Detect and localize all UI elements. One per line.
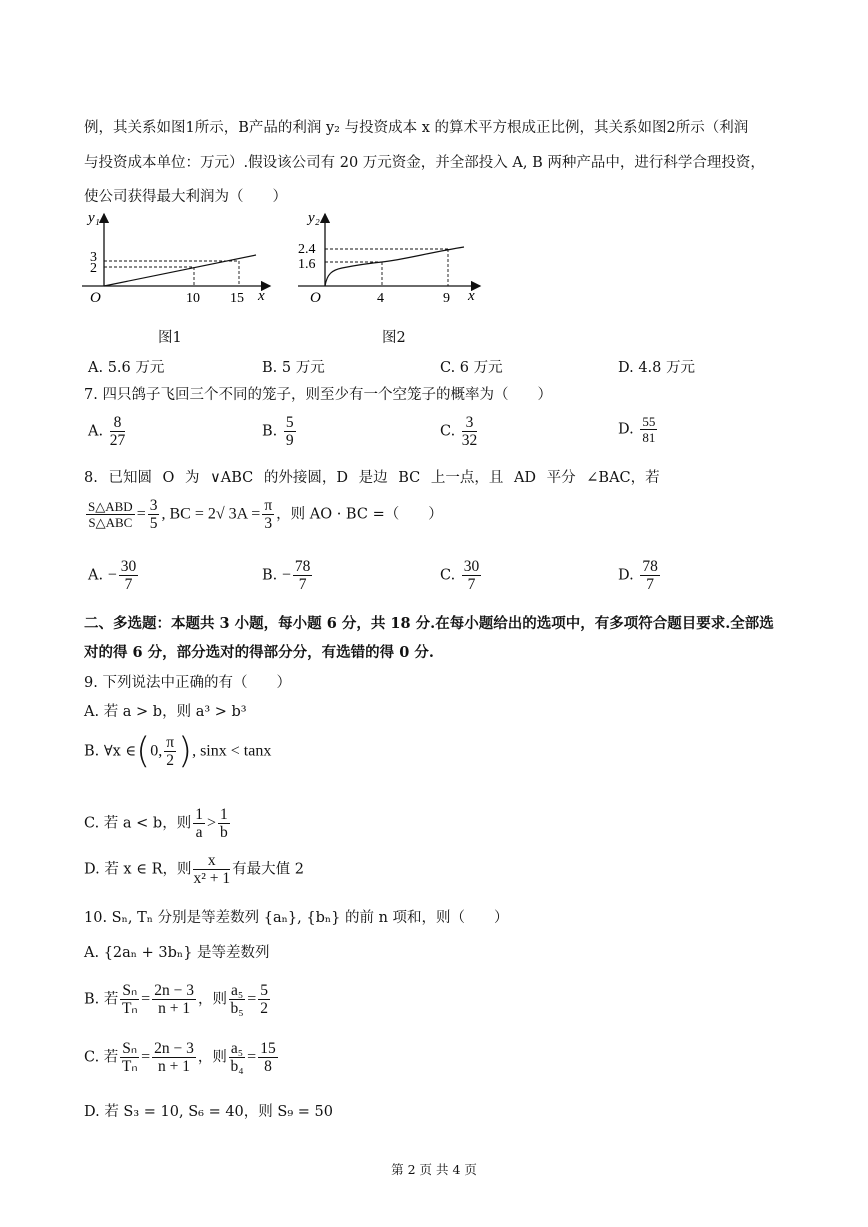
q8-option-d[interactable]: D. $\frac{78}{7}$ bbox=[618, 558, 658, 593]
q9-option-c[interactable]: C. 若 a < b，则 $\frac{1}{a}$ > $\frac{1}{b}$ bbox=[84, 806, 228, 841]
q8-option-a[interactable]: A. − $\frac{30}{7}$ bbox=[88, 558, 137, 593]
fig2-y-label: y₂ bbox=[308, 210, 320, 226]
fig2-x-tick-4: 4 bbox=[377, 291, 384, 306]
q8-condition: $\frac{\text{S△ABD}}{\text{S△ABC}}$ = $\frac{3}{5}$ , BC = 2√ 3A = $\frac{\pi}{3}$ ，则 AO · BC =（ ） bbox=[88, 497, 443, 532]
q6-option-b[interactable]: B. 5 万元 bbox=[262, 360, 325, 376]
q9-stem: 9. 下列说法中正确的有（ ） bbox=[84, 675, 291, 691]
q6-option-a[interactable]: A. 5.6 万元 bbox=[88, 360, 165, 376]
section2-heading-line1: 二、多选题：本题共 3 小题，每小题 6 分，共 18 分.在每小题给出的选项中，有多项符合题目要求.全部选 bbox=[84, 615, 774, 632]
q8-option-c[interactable]: C. $\frac{30}{7}$ bbox=[440, 558, 480, 593]
q9-option-d[interactable]: D. 若 x ∈ R，则 $\frac{x}{\text{x² + 1}}$ 有最大值 2 bbox=[84, 852, 304, 887]
q6-line3: 使公司获得最大利润为（ ） bbox=[84, 189, 287, 205]
section2-heading-line2: 对的得 6 分，部分选对的得部分分，有选错的得 0 分. bbox=[84, 644, 434, 661]
q10-option-b[interactable]: B. 若 $\frac{\text{Sₙ}}{\text{Tₙ}}$ = $\frac{2n - 3}{n + 1}$ ，则 $\frac{\text{a₅}}{\text{b₅}}$ = $\frac{5}{2}$ bbox=[84, 982, 269, 1017]
q7-option-a[interactable]: A. $\frac{8}{27}$ bbox=[88, 414, 126, 449]
q10-stem: 10. Sₙ, Tₙ 分别是等差数列 {aₙ}, {bₙ} 的前 n 项和，则（ ） bbox=[84, 910, 509, 926]
q6-line2: 与投资成本单位：万元）.假设该公司有 20 万元资金，并全部投入 A, B 两种产品中，进行科学合理投资， bbox=[84, 155, 765, 171]
q10-option-a[interactable]: A. {2aₙ + 3bₙ} 是等差数列 bbox=[84, 945, 270, 961]
figure-2-graph bbox=[292, 208, 492, 308]
figure-1-graph bbox=[78, 208, 278, 308]
fig1-y-tick-2: 2 bbox=[90, 261, 97, 276]
q10-option-c[interactable]: C. 若 $\frac{\text{Sₙ}}{\text{Tₙ}}$ = $\frac{2n - 3}{n + 1}$ ，则 $\frac{\text{a₅}}{\text{b₄}}$ = $\frac{15}{8}$ bbox=[84, 1040, 276, 1075]
q6-option-d[interactable]: D. 4.8 万元 bbox=[618, 360, 695, 376]
q9-option-b[interactable]: B. ∀x ∈(0, $\frac{\pi}{2}$ ), sinx < tanx bbox=[84, 730, 272, 772]
fig2-x-tick-9: 9 bbox=[443, 291, 450, 306]
figure-1-caption: 图1 bbox=[158, 330, 182, 346]
fig1-line bbox=[104, 255, 256, 286]
fig2-curve bbox=[325, 247, 464, 286]
fig1-origin: O bbox=[90, 290, 101, 306]
fig1-x-tick-10: 10 bbox=[186, 291, 200, 306]
q8-line1: 8. 已知圆 O 为 ∨ABC 的外接圆，D 是边 BC 上一点，且 AD 平分 ∠BAC，若 bbox=[84, 470, 660, 486]
q7-option-b[interactable]: B. $\frac{5}{9}$ bbox=[262, 414, 294, 449]
figure-2-caption: 图2 bbox=[382, 330, 406, 346]
fig2-y-tick-1.6: 1.6 bbox=[298, 257, 316, 272]
q8-option-b[interactable]: B. − $\frac{78}{7}$ bbox=[262, 558, 311, 593]
fig1-x-tick-15: 15 bbox=[230, 291, 244, 306]
q10-option-d[interactable]: D. 若 S₃ = 10, S₆ = 40，则 S₉ = 50 bbox=[84, 1104, 333, 1120]
q6-line1: 例，其关系如图1所示，B产品的利润 y₂ 与投资成本 x 的算术平方根成正比例，其关系如图2所示（利润 bbox=[84, 120, 749, 136]
fig2-origin: O bbox=[310, 290, 321, 306]
q7-option-c[interactable]: C. $\frac{3}{32}$ bbox=[440, 414, 478, 449]
fig1-y-label: y₁ bbox=[88, 210, 100, 226]
fig2-x-label: x bbox=[468, 288, 475, 304]
fig1-x-label: x bbox=[258, 288, 265, 304]
q9-option-a[interactable]: A. 若 a > b，则 a³ > b³ bbox=[84, 704, 247, 720]
q6-option-c[interactable]: C. 6 万元 bbox=[440, 360, 503, 376]
fig1-y-tick-3: 3 bbox=[90, 250, 97, 265]
q7-stem: 7. 四只鸽子飞回三个不同的笼子，则至少有一个空笼子的概率为（ ） bbox=[84, 387, 552, 403]
page-footer: 第 2 页 共 4 页 bbox=[391, 1162, 477, 1177]
q7-option-d[interactable]: D. $\frac{55}{81}$ bbox=[618, 414, 656, 445]
fig2-y-tick-2.4: 2.4 bbox=[298, 242, 316, 257]
